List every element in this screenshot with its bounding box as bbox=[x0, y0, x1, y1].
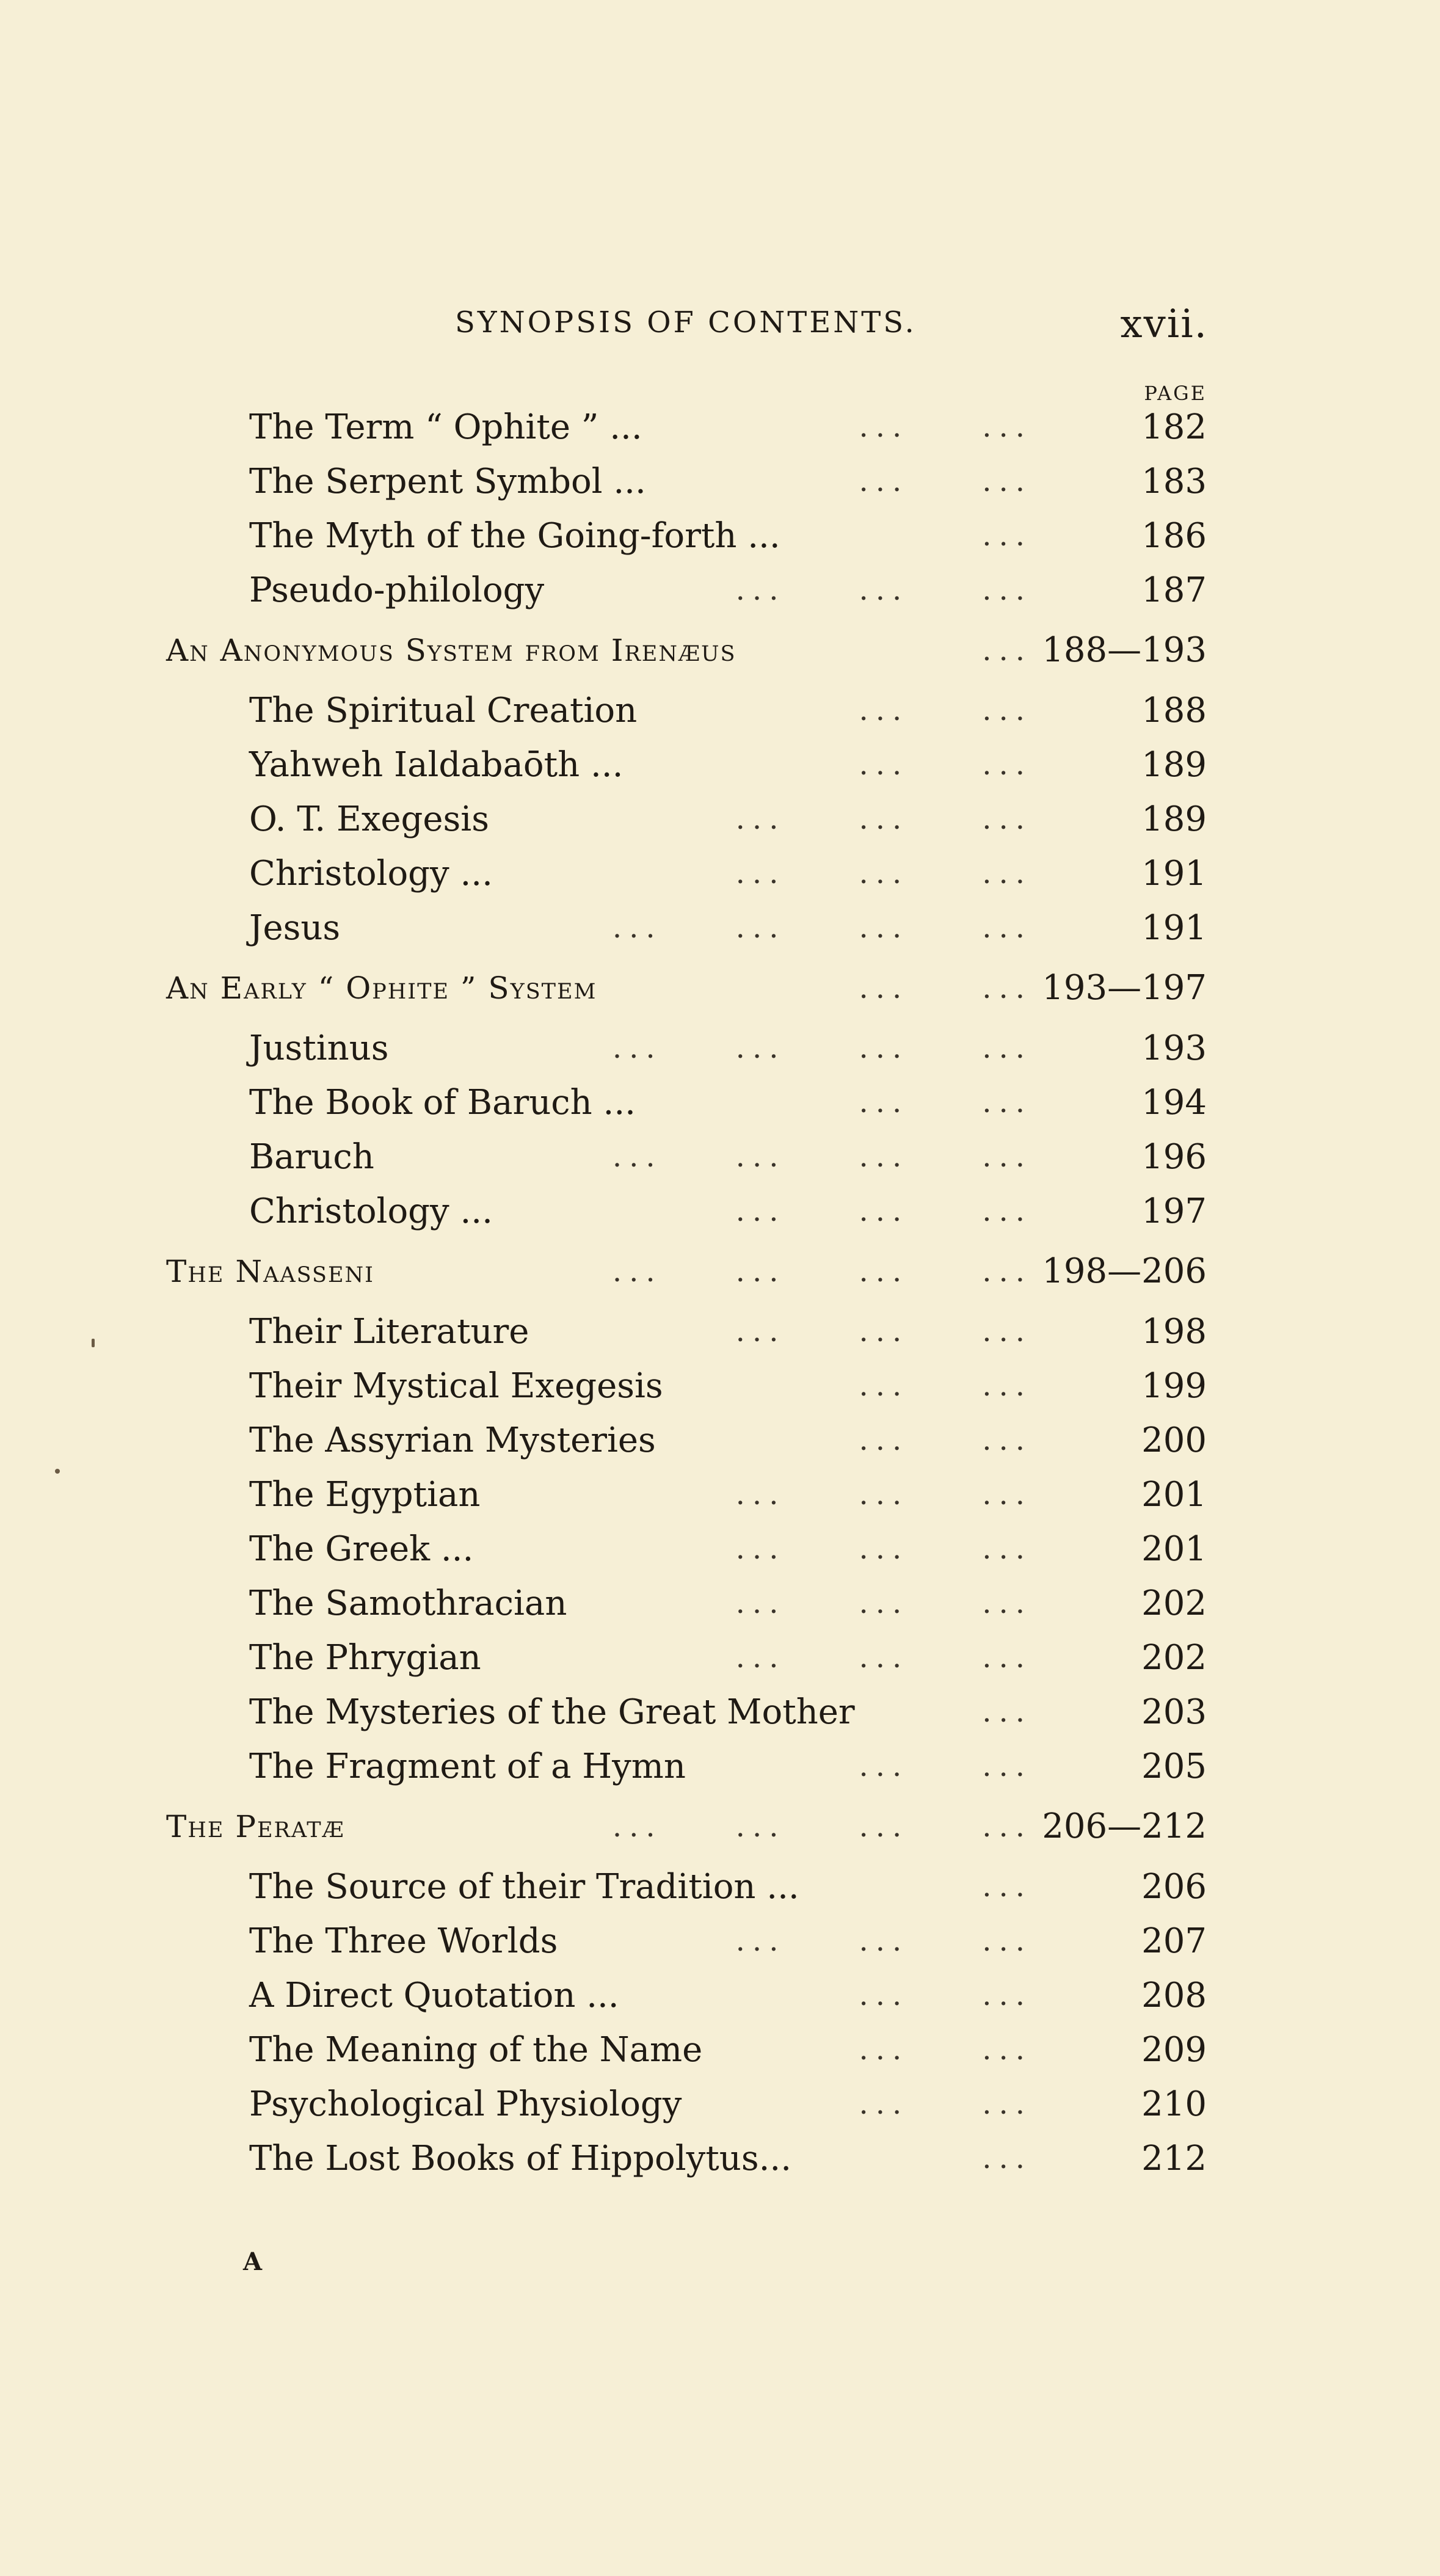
toc-entry-row bbox=[0, 2023, 1440, 2077]
toc-entry-row bbox=[0, 1413, 1440, 1468]
toc-page-number: 202 bbox=[1141, 1584, 1207, 1623]
toc-page-number: 191 bbox=[1141, 908, 1207, 948]
toc-entry-title: The Spiritual Creation bbox=[249, 691, 638, 730]
toc-leader-dots: ... ... bbox=[859, 748, 1032, 782]
toc-entry-row bbox=[0, 1075, 1440, 1130]
toc-page-number: 198—206 bbox=[1042, 1251, 1207, 1291]
toc-page-number: 189 bbox=[1141, 799, 1207, 839]
toc-entry-row bbox=[0, 1304, 1440, 1359]
toc-page-number: 212 bbox=[1141, 2139, 1207, 2178]
toc-entry-title: The Serpent Symbol ... bbox=[249, 462, 646, 501]
toc-entry-title: Christology ... bbox=[249, 1192, 493, 1231]
toc-leader-dots: ... ... ... ... bbox=[612, 1031, 1032, 1065]
toc-entry-row bbox=[0, 2131, 1440, 2186]
toc-page-number: 196 bbox=[1141, 1137, 1207, 1177]
signature-mark: A bbox=[243, 2247, 263, 2276]
toc-entry-title: An Early “ Ophite ” System bbox=[166, 970, 597, 1006]
toc-entry-row bbox=[0, 1685, 1440, 1739]
toc-page-number: 198 bbox=[1141, 1312, 1207, 1352]
toc-page-number: 202 bbox=[1141, 1638, 1207, 1678]
toc-entry-title: Psychological Physiology bbox=[249, 2084, 682, 2124]
toc-entry-row bbox=[0, 509, 1440, 563]
toc-entry-row bbox=[0, 1468, 1440, 1522]
toc-entry-title: Jesus bbox=[249, 908, 341, 948]
toc-leader-dots: ... ... ... ... bbox=[612, 1140, 1032, 1174]
toc-page-number: 193 bbox=[1141, 1028, 1207, 1068]
toc-leader-dots: ... ... bbox=[859, 1749, 1032, 1783]
toc-entry-title: An Anonymous System from Irenæus bbox=[166, 633, 736, 668]
toc-entry-title: Their Literature bbox=[249, 1312, 529, 1352]
toc-leader-dots: ... ... ... bbox=[735, 1314, 1032, 1348]
toc-entry-row bbox=[0, 901, 1440, 955]
toc-leader-dots: ... ... ... bbox=[735, 1532, 1032, 1566]
toc-leader-dots: ... ... bbox=[859, 2087, 1032, 2121]
toc-page-number: 193—197 bbox=[1042, 968, 1207, 1008]
toc-entry-title: The Egyptian bbox=[249, 1475, 481, 1515]
toc-page-number: 183 bbox=[1141, 462, 1207, 501]
toc-page-number: 206 bbox=[1141, 1867, 1207, 1907]
toc-leader-dots: ... ... bbox=[859, 1085, 1032, 1119]
toc-entry-title: The Mysteries of the Great Mother bbox=[249, 1692, 855, 1732]
toc-section-row bbox=[0, 617, 1440, 683]
toc-page-number: 197 bbox=[1141, 1192, 1207, 1231]
toc-leader-dots: ... ... ... ... bbox=[612, 1254, 1032, 1289]
toc-leader-dots: ... bbox=[982, 1869, 1032, 1904]
toc-page-number: 205 bbox=[1141, 1747, 1207, 1786]
toc-entry-title: The Three Worlds bbox=[249, 1921, 558, 1961]
toc-page-number: 191 bbox=[1141, 854, 1207, 893]
toc-page-number: 188 bbox=[1141, 691, 1207, 730]
toc-leader-dots: ... bbox=[982, 2141, 1032, 2175]
toc-leader-dots: ... ... ... bbox=[735, 1640, 1032, 1675]
toc-page-number: 201 bbox=[1141, 1475, 1207, 1515]
toc-entry-title: The Naasseni bbox=[166, 1254, 374, 1289]
toc-leader-dots: ... bbox=[982, 633, 1032, 668]
toc-entry-title: Their Mystical Exegesis bbox=[249, 1366, 663, 1406]
toc-page-number: 203 bbox=[1141, 1692, 1207, 1732]
toc-entry-title: The Greek ... bbox=[249, 1529, 474, 1569]
toc-entry-row bbox=[0, 1576, 1440, 1631]
toc-entry-row bbox=[0, 738, 1440, 792]
toc-entry-title: The Term “ Ophite ” ... bbox=[249, 407, 642, 447]
toc-leader-dots: ... ... ... bbox=[735, 1194, 1032, 1228]
toc-entry-title: The Phrygian bbox=[249, 1638, 481, 1678]
toc-leader-dots: ... ... ... ... bbox=[612, 1810, 1032, 1844]
toc-leader-dots: ... ... bbox=[859, 410, 1032, 444]
toc-entry-title: The Fragment of a Hymn bbox=[249, 1747, 686, 1786]
toc-entry-title: The Myth of the Going-forth ... bbox=[249, 516, 780, 556]
toc-entry-title: Justinus bbox=[249, 1028, 389, 1068]
toc-entry-title: The Peratæ bbox=[166, 1809, 345, 1844]
toc-entry-title: The Lost Books of Hippolytus... bbox=[249, 2139, 792, 2178]
toc-section-row bbox=[0, 1794, 1440, 1860]
toc-page-number: 187 bbox=[1141, 570, 1207, 610]
toc-entry-title: Pseudo-philology bbox=[249, 570, 545, 610]
toc-entry-row bbox=[0, 1860, 1440, 1914]
toc-entry-title: The Source of their Tradition ... bbox=[249, 1867, 799, 1907]
toc-page-number: 210 bbox=[1141, 2084, 1207, 2124]
toc-entry-row bbox=[0, 400, 1440, 454]
toc-leader-dots: ... ... bbox=[859, 1978, 1032, 2012]
toc-entry-title: A Direct Quotation ... bbox=[249, 1976, 619, 2015]
table-of-contents bbox=[0, 400, 1440, 2186]
toc-entry-row bbox=[0, 1359, 1440, 1413]
toc-leader-dots: ... bbox=[982, 518, 1032, 553]
toc-leader-dots: ... ... bbox=[859, 1423, 1032, 1457]
toc-section-row bbox=[0, 1239, 1440, 1304]
page-column-label: PAGE bbox=[1144, 382, 1207, 405]
toc-leader-dots: ... ... bbox=[859, 693, 1032, 727]
toc-leader-dots: ... ... bbox=[859, 464, 1032, 498]
toc-page-number: 199 bbox=[1141, 1366, 1207, 1406]
toc-entry-row bbox=[0, 1130, 1440, 1184]
toc-leader-dots: ... ... ... bbox=[735, 1477, 1032, 1512]
toc-page-number: 182 bbox=[1141, 407, 1207, 447]
page-number-folio: xvii. bbox=[1120, 302, 1208, 347]
toc-entry-row bbox=[0, 1522, 1440, 1576]
toc-section-row bbox=[0, 955, 1440, 1021]
toc-entry-row bbox=[0, 1739, 1440, 1794]
toc-entry-title: Christology ... bbox=[249, 854, 493, 893]
toc-leader-dots: ... ... bbox=[859, 2032, 1032, 2067]
toc-page-number: 208 bbox=[1141, 1976, 1207, 2015]
toc-leader-dots: ... ... ... bbox=[735, 573, 1032, 607]
toc-entry-row bbox=[0, 563, 1440, 617]
toc-entry-row bbox=[0, 2077, 1440, 2131]
toc-leader-dots: ... ... ... ... bbox=[612, 911, 1032, 945]
print-speck bbox=[55, 1469, 60, 1474]
toc-page-number: 186 bbox=[1141, 516, 1207, 556]
toc-page-number: 201 bbox=[1141, 1529, 1207, 1569]
toc-entry-row bbox=[0, 683, 1440, 738]
toc-page-number: 200 bbox=[1141, 1421, 1207, 1460]
toc-page-number: 194 bbox=[1141, 1083, 1207, 1122]
toc-entry-row bbox=[0, 792, 1440, 846]
toc-leader-dots: ... ... ... bbox=[735, 1924, 1032, 1958]
toc-entry-row bbox=[0, 1914, 1440, 1968]
toc-entry-row bbox=[0, 1631, 1440, 1685]
toc-page-number: 189 bbox=[1141, 745, 1207, 785]
toc-leader-dots: ... ... ... bbox=[735, 856, 1032, 890]
running-title: SYNOPSIS OF CONTENTS. bbox=[455, 305, 917, 340]
toc-entry-title: The Meaning of the Name bbox=[249, 2030, 703, 2070]
toc-entry-title: The Assyrian Mysteries bbox=[249, 1421, 656, 1460]
toc-page-number: 209 bbox=[1141, 2030, 1207, 2070]
toc-leader-dots: ... ... bbox=[859, 971, 1032, 1005]
toc-entry-title: O. T. Exegesis bbox=[249, 799, 489, 839]
toc-entry-title: Baruch bbox=[249, 1137, 374, 1177]
toc-leader-dots: ... ... ... bbox=[735, 802, 1032, 836]
toc-entry-row bbox=[0, 1021, 1440, 1075]
toc-leader-dots: ... bbox=[982, 1695, 1032, 1729]
toc-entry-title: The Samothracian bbox=[249, 1584, 567, 1623]
toc-entry-title: The Book of Baruch ... bbox=[249, 1083, 636, 1122]
print-speck bbox=[92, 1339, 95, 1347]
toc-page-number: 206—212 bbox=[1042, 1806, 1207, 1846]
toc-page-number: 188—193 bbox=[1042, 630, 1207, 670]
toc-entry-row bbox=[0, 1184, 1440, 1239]
toc-entry-title: Yahweh Ialdabaōth ... bbox=[249, 745, 624, 785]
toc-entry-row bbox=[0, 454, 1440, 509]
toc-leader-dots: ... ... ... bbox=[735, 1586, 1032, 1620]
toc-entry-row bbox=[0, 1968, 1440, 2023]
page-header bbox=[0, 302, 1440, 360]
toc-page-number: 207 bbox=[1141, 1921, 1207, 1961]
toc-leader-dots: ... ... bbox=[859, 1369, 1032, 1403]
toc-entry-row bbox=[0, 846, 1440, 901]
